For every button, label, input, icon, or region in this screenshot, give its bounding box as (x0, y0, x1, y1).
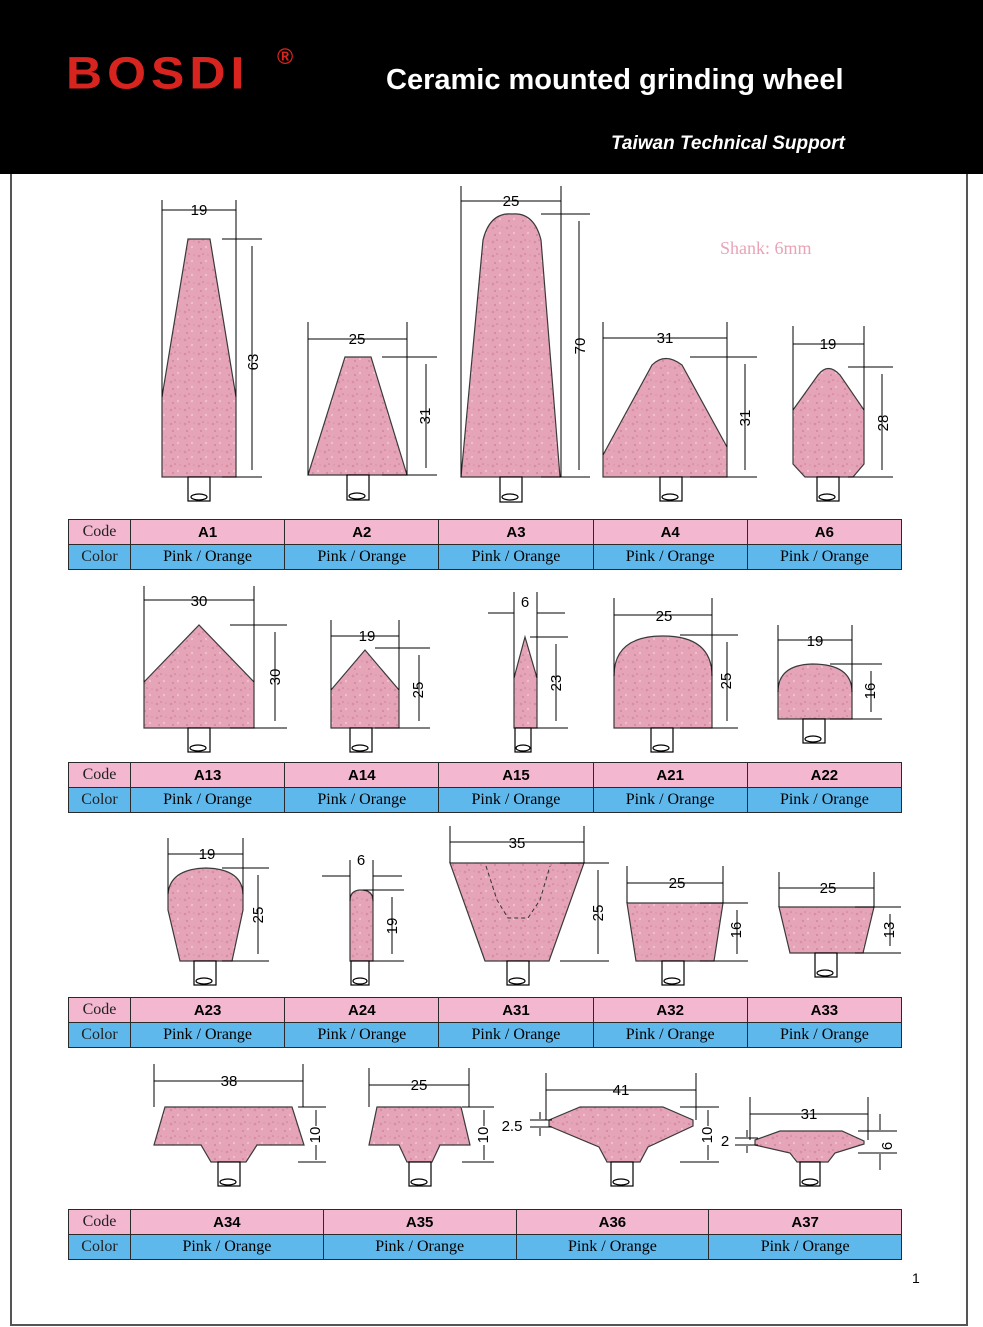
wheel-a23 (168, 838, 269, 985)
wheel-a31 (450, 826, 609, 985)
code-cell: A32 (593, 998, 747, 1023)
code-row (69, 520, 902, 545)
color-cell: Pink / Orange (285, 1023, 439, 1048)
color-cell: Pink / Orange (131, 788, 285, 813)
dim-a6-height: 28 (875, 414, 892, 432)
wheel-a34 (154, 1064, 326, 1186)
code-cell: A21 (593, 763, 747, 788)
color-cell: Pink / Orange (747, 545, 901, 570)
dim-a37-width: 31 (800, 1106, 818, 1123)
code-row (69, 763, 902, 788)
color-label: Color (69, 1023, 131, 1048)
dim-a32-width: 25 (668, 875, 686, 892)
color-row (69, 1235, 902, 1260)
dim-a37-edge: 2 (720, 1133, 730, 1150)
dim-a33-height: 13 (881, 921, 898, 939)
wheel-a33 (779, 872, 901, 977)
dim-a6-width: 19 (819, 336, 837, 353)
code-cell: A13 (131, 763, 285, 788)
dim-a1-height: 63 (245, 353, 262, 371)
code-cell: A34 (131, 1210, 324, 1235)
dim-a2-width: 25 (348, 331, 366, 348)
spec-table-3 (68, 997, 902, 1048)
color-cell: Pink / Orange (593, 1023, 747, 1048)
dim-a33-width: 25 (819, 880, 837, 897)
color-row (69, 545, 902, 570)
wheel-a21 (614, 598, 738, 752)
dim-a31-height: 25 (590, 904, 607, 922)
wheel-a37 (721, 1097, 897, 1186)
dim-a31-width: 35 (508, 835, 526, 852)
dim-a36-width: 41 (612, 1082, 630, 1099)
dim-a1-width: 19 (190, 202, 208, 219)
code-cell: A4 (593, 520, 747, 545)
dim-a3-height: 70 (572, 337, 589, 355)
dim-a35-height: 10 (475, 1126, 492, 1144)
color-cell: Pink / Orange (285, 545, 439, 570)
color-cell: Pink / Orange (131, 1235, 324, 1260)
code-label: Code (69, 1210, 131, 1235)
code-row (69, 1210, 902, 1235)
code-label: Code (69, 763, 131, 788)
dim-a37-height: 6 (879, 1141, 896, 1151)
wheel-a4 (603, 322, 757, 501)
dim-a21-width: 25 (655, 608, 673, 625)
dim-a22-width: 19 (806, 633, 824, 650)
dim-a2-height: 31 (417, 407, 434, 425)
dim-a13-height: 30 (267, 668, 284, 686)
dim-a14-width: 19 (358, 628, 376, 645)
color-cell: Pink / Orange (131, 1023, 285, 1048)
color-label: Color (69, 788, 131, 813)
color-cell: Pink / Orange (439, 1023, 593, 1048)
code-cell: A14 (285, 763, 439, 788)
dim-a34-height: 10 (307, 1126, 324, 1144)
color-cell: Pink / Orange (131, 545, 285, 570)
code-cell: A23 (131, 998, 285, 1023)
color-label: Color (69, 545, 131, 570)
code-label: Code (69, 998, 131, 1023)
code-cell: A1 (131, 520, 285, 545)
color-cell: Pink / Orange (323, 1235, 516, 1260)
brand-logo: BOSDI (66, 47, 250, 99)
wheel-a3 (461, 186, 590, 502)
wheel-a22 (778, 625, 882, 743)
code-cell: A2 (285, 520, 439, 545)
wheel-a15 (488, 592, 568, 752)
dim-a34-width: 38 (220, 1073, 238, 1090)
code-cell: A36 (516, 1210, 709, 1235)
spec-table-4 (68, 1209, 902, 1260)
dim-a32-height: 16 (728, 921, 745, 939)
dim-a15-height: 23 (548, 674, 565, 692)
code-cell: A15 (439, 763, 593, 788)
spec-table-1 (68, 519, 902, 570)
code-label: Code (69, 520, 131, 545)
code-cell: A35 (323, 1210, 516, 1235)
wheel-a2 (308, 322, 437, 500)
dim-a36-edge: 2.5 (501, 1118, 523, 1135)
dim-a35-width: 25 (410, 1077, 428, 1094)
code-row (69, 998, 902, 1023)
color-cell: Pink / Orange (593, 788, 747, 813)
dim-a21-height: 25 (718, 672, 735, 690)
color-row (69, 788, 902, 813)
code-cell: A3 (439, 520, 593, 545)
dim-a24-height: 19 (384, 917, 401, 935)
shank-note: Shank: 6mm (720, 238, 812, 258)
code-cell: A22 (747, 763, 901, 788)
color-cell: Pink / Orange (709, 1235, 902, 1260)
dim-a23-height: 25 (250, 906, 267, 924)
color-label: Color (69, 1235, 131, 1260)
page-subtitle: Taiwan Technical Support (611, 133, 846, 154)
wheel-a36 (502, 1073, 719, 1186)
color-row (69, 1023, 902, 1048)
color-cell: Pink / Orange (516, 1235, 709, 1260)
color-cell: Pink / Orange (593, 545, 747, 570)
dim-a22-height: 16 (862, 682, 879, 700)
dim-a14-height: 25 (410, 681, 427, 699)
code-cell: A31 (439, 998, 593, 1023)
page-number: 1 (912, 1270, 920, 1286)
dim-a3-width: 25 (502, 193, 520, 210)
color-cell: Pink / Orange (747, 788, 901, 813)
code-cell: A6 (747, 520, 901, 545)
dim-a4-height: 31 (737, 409, 754, 427)
dim-a36-height: 10 (699, 1126, 716, 1144)
dim-a15-width: 6 (520, 594, 530, 611)
dim-a23-width: 19 (198, 846, 216, 863)
wheel-a32 (627, 866, 748, 985)
color-cell: Pink / Orange (747, 1023, 901, 1048)
color-cell: Pink / Orange (285, 788, 439, 813)
wheel-a1 (162, 200, 262, 501)
wheel-a35 (369, 1068, 494, 1186)
wheel-a24 (322, 852, 404, 985)
code-cell: A33 (747, 998, 901, 1023)
color-cell: Pink / Orange (439, 788, 593, 813)
spec-table-2 (68, 762, 902, 813)
dim-a13-width: 30 (190, 593, 208, 610)
dim-a24-width: 6 (356, 852, 366, 869)
page-title: Ceramic mounted grinding wheel (386, 64, 844, 96)
wheel-a13 (144, 586, 287, 752)
code-cell: A24 (285, 998, 439, 1023)
dim-a4-width: 31 (656, 330, 674, 347)
code-cell: A37 (709, 1210, 902, 1235)
color-cell: Pink / Orange (439, 545, 593, 570)
registered-mark: ® (277, 44, 294, 69)
wheel-a14 (331, 620, 430, 752)
wheel-a6 (793, 326, 893, 501)
